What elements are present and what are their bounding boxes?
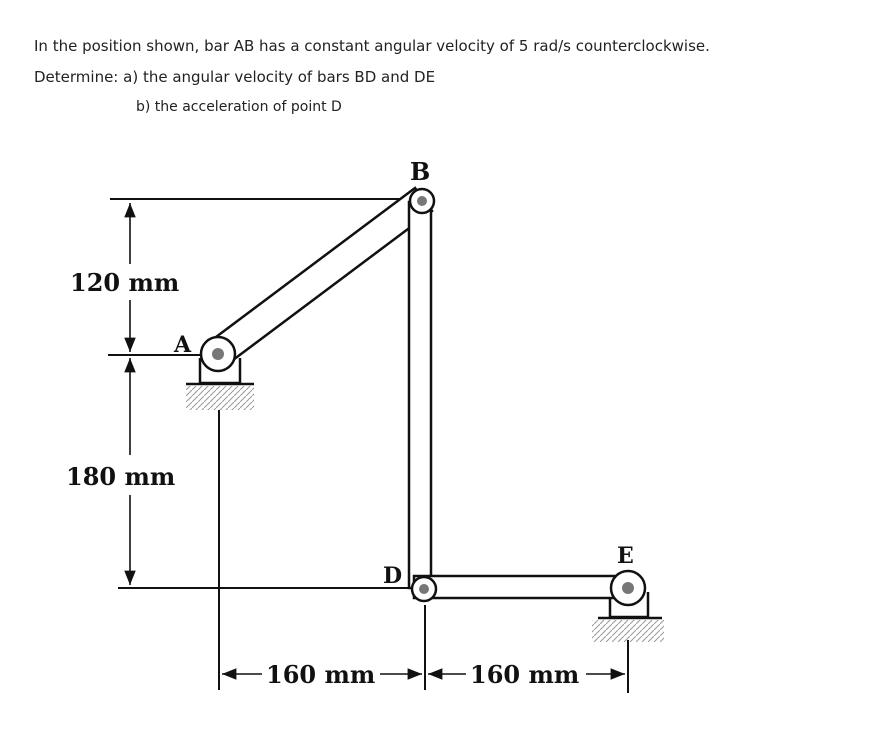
dim-label-160-right: 160 mm [470, 660, 580, 689]
label-point-a: A [174, 332, 192, 358]
problem-line-2: Determine: a) the angular velocity of bars BD and DE [34, 68, 436, 86]
dimension-lines [108, 199, 628, 693]
problem-line-3: b) the acceleration of point D [136, 99, 342, 115]
joint-e [611, 571, 645, 605]
joint-d [412, 577, 436, 601]
joint-a [201, 337, 235, 371]
label-point-d: D [383, 563, 403, 589]
dim-label-160-left: 160 mm [266, 660, 376, 689]
dim-label-180: 180 mm [66, 462, 176, 491]
bar-de [414, 576, 636, 598]
joint-b [410, 189, 434, 213]
problem-line-1: In the position shown, bar AB has a constant angular velocity of 5 rad/s counterclockwise. [34, 37, 710, 55]
label-point-e: E [617, 543, 634, 569]
label-point-b: B [410, 157, 431, 186]
bar-bd [409, 202, 431, 588]
dim-label-120: 120 mm [70, 268, 180, 297]
bar-ab [208, 188, 432, 366]
